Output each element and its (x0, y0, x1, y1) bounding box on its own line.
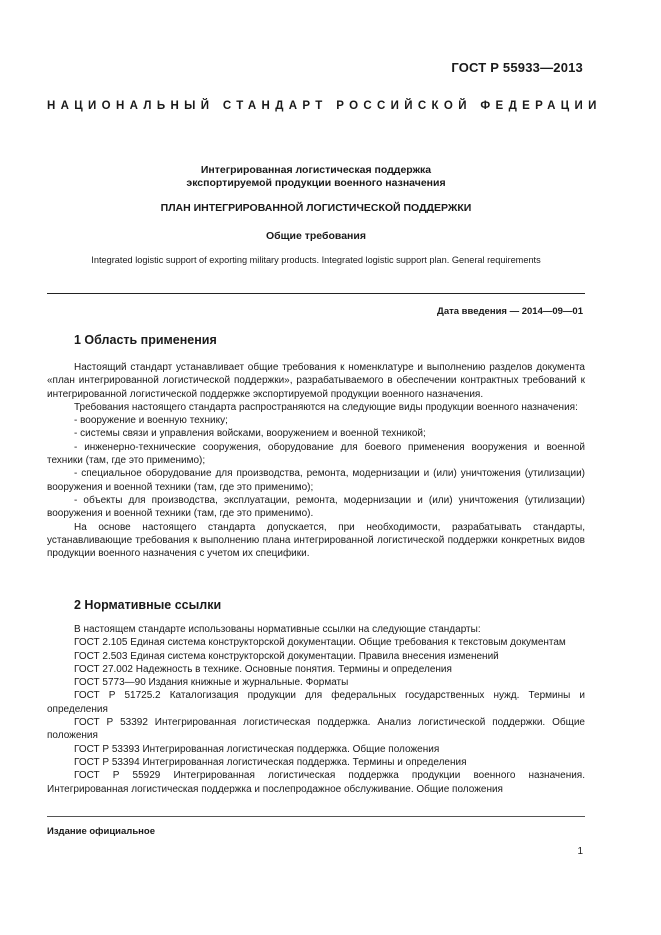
section-2-heading: 2 Нормативные ссылки (74, 598, 222, 612)
reference-item: ГОСТ Р 55929 Интегрированная логистическая поддержка продукции военного назначения. Интегрированная логистическая поддержка и послепродажное обслуживание. Общие положения (47, 770, 585, 795)
english-title: Integrated logistic support of exporting military products. Integrated logistic support plan. General requirements (91, 255, 541, 265)
paragraph: Требования настоящего стандарта распространяются на следующие виды продукции военного назначения: (74, 401, 578, 413)
title-line-1: Интегрированная логистическая поддержка (200, 164, 432, 176)
section-2-body (47, 623, 585, 796)
reference-item: ГОСТ Р 53393 Интегрированная логистическая поддержка. Общие положения (74, 743, 440, 755)
paragraph: Настоящий стандарт устанавливает общие требования к номенклатуре и выполнению разделов документа «план интегрированной логистической поддержки», разрабатываемого в обеспечении контрактных требований к интегрированной логистической поддержке экспортируемой продукции военного назначения. (47, 362, 585, 400)
title-divider (47, 293, 585, 294)
footer-divider (47, 816, 585, 817)
list-item: - системы связи и управления войсками, вооружением и военной техникой; (74, 428, 426, 440)
national-standard-banner: НАЦИОНАЛЬНЫЙ СТАНДАРТ РОССИЙСКОЙ ФЕДЕРАЦИИ (47, 100, 602, 112)
subtitle: Общие требования (266, 230, 366, 242)
list-item: - вооружение и военную технику; (74, 415, 228, 427)
title-line-2: экспортируемой продукции военного назначения (186, 177, 446, 189)
list-item: - инженерно-технические сооружения, оборудование для боевого применения вооружения и военной техники (там, где это применимо); (47, 441, 585, 467)
reference-item: ГОСТ 5773—90 Издания книжные и журнальные. Форматы (74, 677, 349, 689)
title-block (47, 164, 585, 190)
paragraph: В настоящем стандарте использованы нормативные ссылки на следующие стандарты: (74, 624, 481, 635)
section-1-body (47, 361, 585, 560)
page-number: 1 (577, 846, 583, 857)
gost-number: ГОСТ Р 55933—2013 (451, 60, 583, 75)
reference-item: ГОСТ 2.503 Единая система конструкторской документации. Правила внесения изменений (74, 650, 499, 662)
reference-item: ГОСТ 2.105 Единая система конструкторской документации. Общие требования к текстовым документам (74, 637, 566, 649)
reference-item: ГОСТ Р 53392 Интегрированная логистическая поддержка. Анализ логистической поддержки. Общие положения (47, 717, 585, 742)
reference-item: ГОСТ 27.002 Надежность в технике. Основные понятия. Термины и определения (74, 663, 452, 675)
list-item: - объекты для производства, эксплуатации, ремонта, модернизации и (или) уничтожения (утилизации) вооружения и военной техники (там, где это применимо). (47, 494, 585, 520)
introduction-date: Дата введения — 2014—09—01 (437, 306, 583, 317)
list-item: - специальное оборудование для производства, ремонта, модернизации и (или) уничтожения (утилизации) вооружения и военной техники (там, где это применимо); (47, 468, 585, 493)
paragraph: На основе настоящего стандарта допускается, при необходимости, разрабатывать стандарты, устанавливающие требования к выполнению плана интегрированной логистической поддержки конкретных видов продукции военного назначения с учетом их специфики. (47, 521, 585, 560)
main-title: ПЛАН ИНТЕГРИРОВАННОЙ ЛОГИСТИЧЕСКОЙ ПОДДЕРЖКИ (160, 202, 472, 214)
section-1-heading: 1 Область применения (74, 333, 217, 347)
edition-label: Издание официальное (47, 826, 155, 837)
reference-item: ГОСТ Р 51725.2 Каталогизация продукции для федеральных государственных нужд. Термины и определения (47, 690, 585, 715)
reference-item: ГОСТ Р 53394 Интегрированная логистическая поддержка. Термины и определения (74, 756, 467, 768)
